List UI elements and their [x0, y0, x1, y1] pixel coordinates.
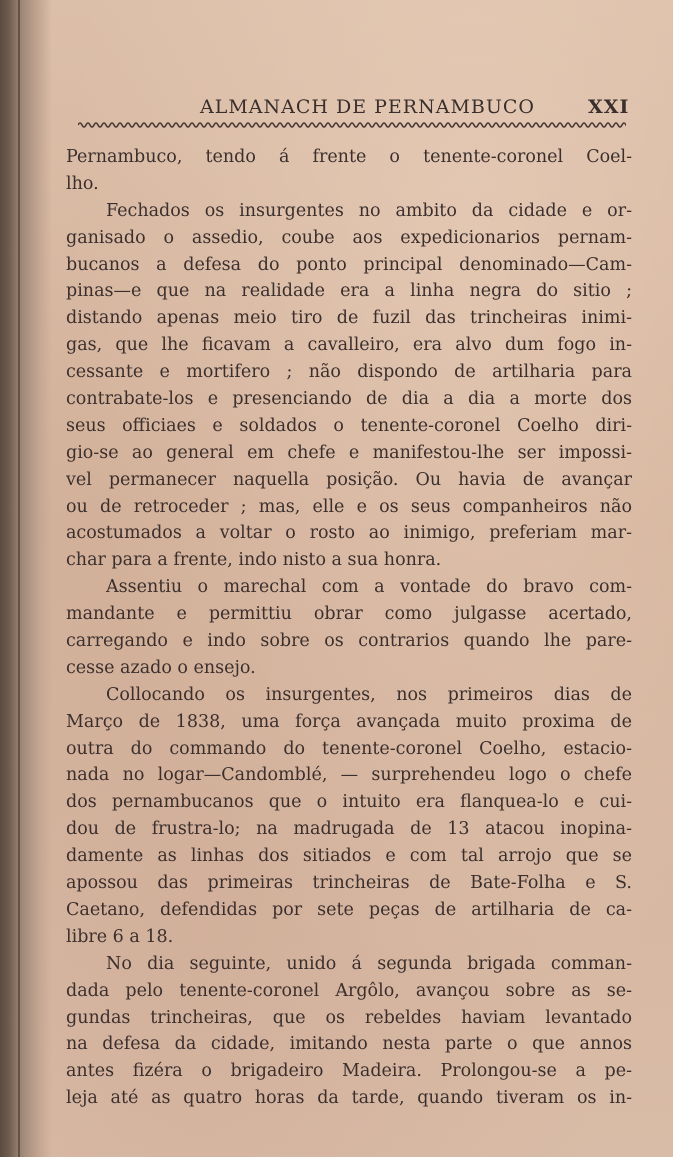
text-line: Collocando os insurgentes, nos primeiros dias de	[106, 684, 632, 705]
body-text	[66, 144, 632, 1112]
text-line: vel permanecer naquella posição. Ou havia de avançar	[66, 469, 632, 490]
text-line: bucanos a defesa do ponto principal denominado—Cam-	[66, 254, 632, 275]
text-line: leja até as quatro horas da tarde, quando tiveram os in-	[66, 1088, 632, 1109]
text-line: gas, que lhe ficavam a cavalleiro, era alvo dum fogo in-	[66, 335, 632, 356]
text-line: Fechados os insurgentes no ambito da cidade e or-	[106, 200, 632, 221]
text-line: dos pernambucanos que o intuito era flanquea-lo e cui-	[66, 792, 632, 813]
decorative-wavy-rule	[78, 118, 626, 132]
text-line: distando apenas meio tiro de fuzil das trincheiras inimi-	[66, 308, 632, 329]
text-line: dou de frustra-lo; na madrugada de 13 atacou inopina-	[66, 819, 632, 840]
text-line: ganisado o assedio, coube aos expedicionarios pernam-	[66, 227, 632, 248]
text-line: pinas—e que na realidade era a linha negra do sitio ;	[66, 281, 632, 302]
text-line: seus officiaes e soldados o tenente-coronel Coelho diri-	[66, 415, 632, 436]
text-line: mandante e permittiu obrar como julgasse acertado,	[66, 604, 632, 625]
text-line: Pernambuco, tendo á frente o tenente-coronel Coel-	[66, 147, 632, 167]
text-line: Assentiu o marechal com a vontade do bravo com-	[106, 577, 632, 598]
binding-edge	[18, 0, 20, 1157]
text-line: cesse azado o ensejo.	[66, 657, 256, 678]
text-line: carregando e indo sobre os contrarios quando lhe pare-	[66, 631, 632, 652]
page-gutter	[0, 0, 52, 1157]
text-line: damente as linhas dos sitiados e com tal arrojo que se	[66, 846, 632, 867]
text-line: No dia seguinte, unido á segunda brigada comman-	[106, 953, 632, 974]
text-line: Março de 1838, uma força avançada muito proxima de	[66, 711, 632, 732]
page-header-title: ALMANACH DE PERNAMBUCO	[200, 96, 535, 118]
text-line: apossou das primeiras trincheiras de Bate-Folha e S.	[66, 873, 632, 894]
text-line: gundas trincheiras, que os rebeldes haviam levantado	[66, 1007, 632, 1028]
text-line: antes fizéra o brigadeiro Madeira. Prolongou-se a pe-	[66, 1061, 632, 1082]
text-line: char para a frente, indo nisto a sua honra.	[66, 550, 442, 571]
text-line: Caetano, defendidas por sete peças de artilharia de ca-	[66, 899, 632, 920]
text-line: lho.	[66, 173, 99, 194]
text-line: dada pelo tenente-coronel Argôlo, avançou sobre as se-	[66, 980, 632, 1001]
text-line: cessante e mortifero ; não dispondo de artilharia para	[66, 362, 632, 383]
text-line: outra do commando do tenente-coronel Coelho, estacio-	[66, 738, 632, 759]
page-number: XXI	[588, 96, 630, 118]
text-line: acostumados a voltar o rosto ao inimigo, preferiam mar-	[66, 523, 632, 544]
text-line: gio-se ao general em chefe e manifestou-lhe ser impossi-	[66, 442, 632, 463]
text-line: contrabate-los e presenciando de dia a dia a morte dos	[66, 389, 632, 410]
text-line: ou de retroceder ; mas, elle e os seus companheiros não	[66, 496, 632, 517]
text-line: libre 6 a 18.	[66, 926, 174, 947]
text-line: nada no logar—Candomblé, — surprehendeu logo o chefe	[66, 765, 632, 786]
text-line: na defesa da cidade, imitando nesta parte o que annos	[66, 1034, 632, 1055]
